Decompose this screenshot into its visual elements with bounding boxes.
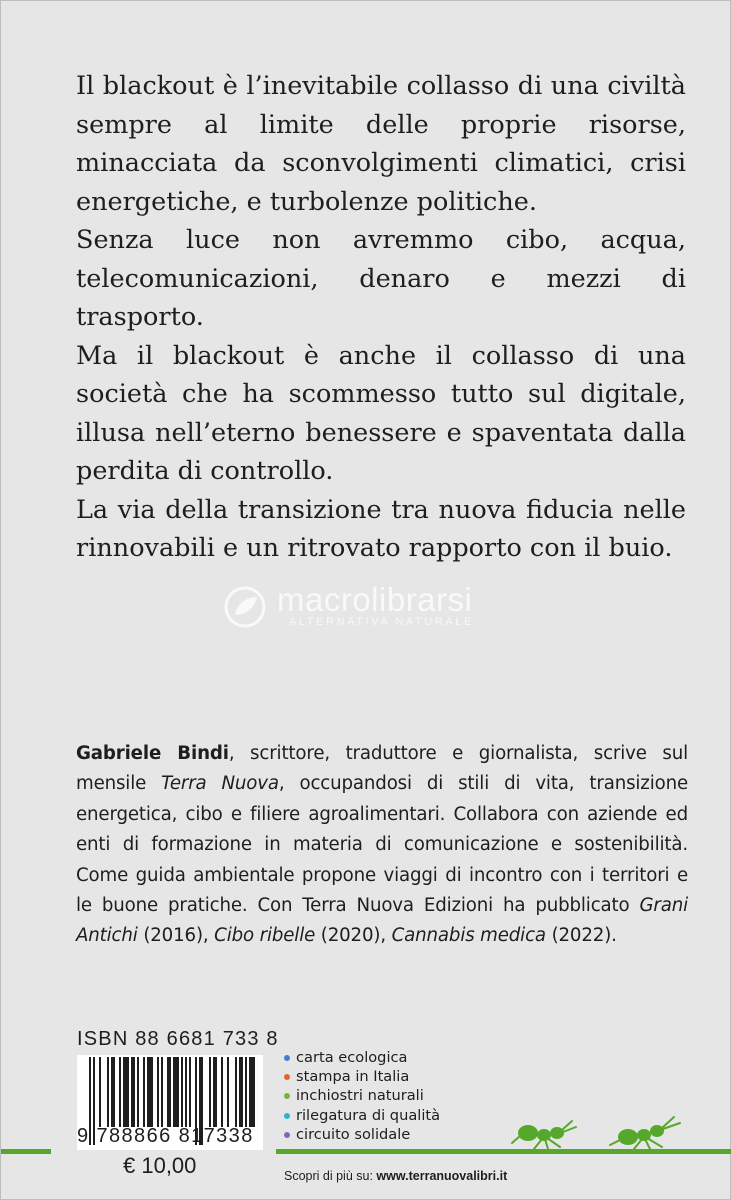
barcode-bar (161, 1057, 163, 1127)
website-line (284, 1169, 507, 1183)
isbn-label: ISBN 88 6681 733 8 (77, 1028, 279, 1050)
feature-label: circuito solidale (296, 1125, 411, 1143)
barcode-bar (221, 1057, 223, 1127)
watermark-tagline: ALTERNATIVA NATURALE (289, 616, 475, 628)
blurb-paragraph: Ma il blackout è anche il collasso di una società che ha scommesso tutto sul digitale, illusa nell’eterno benessere e spaventata dalla perdita di controllo. (76, 340, 686, 486)
green-rule (276, 1149, 731, 1154)
blurb-paragraph: La via della transizione tra nuova fiducia nelle rinnovabili e un ritrovato rapporto con il buio. (76, 494, 686, 563)
barcode-bar (143, 1057, 145, 1127)
feature-label: inchiostri naturali (296, 1087, 424, 1105)
barcode-bar (235, 1057, 237, 1127)
bio-text: , scrittore, traduttore e giornalista, scrive sul mensile (76, 743, 689, 795)
barcode-bar (107, 1057, 109, 1127)
green-rule (1, 1149, 51, 1154)
blurb-paragraph: Il blackout è l’inevitabile collasso di una civiltà sempre al limite delle proprie risorse, minacciata da sconvolgimenti climatici, crisi energetiche, e turbolenze politiche. (76, 71, 686, 217)
book-title: Cannabis medica (391, 925, 546, 947)
bullet-dot-icon (284, 1132, 290, 1138)
feature-label: rilegatura di qualità (296, 1106, 441, 1124)
feature-item (284, 1086, 440, 1105)
author-bio (76, 739, 688, 952)
feature-item (284, 1125, 440, 1144)
barcode-bar (131, 1057, 135, 1127)
barcode-bar (119, 1057, 121, 1127)
barcode-bar (157, 1057, 159, 1127)
bullet-dot-icon (284, 1055, 290, 1061)
website-link[interactable]: www.terranuovalibri.it (376, 1169, 508, 1183)
barcode-bar (227, 1057, 229, 1127)
author-name: Gabriele Bindi (76, 743, 229, 764)
bio-text: (2020), (315, 925, 392, 947)
leaf-logo-icon (223, 585, 267, 629)
barcode-bar (245, 1057, 247, 1127)
website-prefix: Scopri di più su: (284, 1169, 377, 1183)
barcode-digits: 9 788866 817338 (77, 1125, 254, 1147)
bio-text: (2016), (137, 925, 215, 947)
blurb-text (76, 67, 686, 568)
bio-text: , occupandosi di stili di vita, transizione energetica, cibo e filiere agroalimentari. Collabora con aziende ed enti di formazione in materia di comunicazione e sostenibilità. Come guida ambientale propone viaggi di incontro con i territori e le buone pratiche. Con Terra Nuova Edizioni ha pubblicato (76, 773, 688, 917)
barcode-bar (147, 1057, 153, 1127)
barcode-bar (123, 1057, 129, 1127)
bullet-dot-icon (284, 1113, 290, 1119)
barcode-bar (181, 1057, 183, 1127)
barcode-bar (173, 1057, 179, 1127)
barcode-bar (209, 1057, 211, 1127)
book-title: Cibo ribelle (214, 925, 316, 947)
barcode-bar (185, 1057, 187, 1127)
feature-list (284, 1048, 440, 1144)
feature-item (284, 1067, 440, 1086)
bullet-dot-icon (284, 1093, 290, 1099)
barcode-bar (99, 1057, 101, 1127)
feature-item (284, 1106, 440, 1125)
barcode-bar (137, 1057, 139, 1127)
feature-label: stampa in Italia (296, 1068, 410, 1086)
blurb-paragraph: Senza luce non avremmo cibo, acqua, telecomunicazioni, denaro e mezzi di trasporto. (76, 225, 686, 332)
barcode-bar (239, 1057, 243, 1127)
barcode-bar (189, 1057, 191, 1127)
barcode-bar (167, 1057, 171, 1127)
barcode-bar (111, 1057, 115, 1127)
price: € 10,00 (123, 1153, 197, 1178)
watermark-name: macrolibrarsi (277, 581, 473, 618)
barcode-bar (213, 1057, 217, 1127)
bio-text: (2022). (545, 925, 617, 947)
watermark (223, 583, 523, 633)
bullet-dot-icon (284, 1074, 290, 1080)
feature-item (284, 1048, 440, 1067)
feature-label: carta ecologica (296, 1049, 408, 1066)
barcode-bar (249, 1057, 255, 1127)
ants-illustration-icon (506, 1111, 696, 1153)
magazine-title: Terra Nuova (161, 773, 279, 795)
book-title: Grani Antichi (76, 895, 688, 947)
